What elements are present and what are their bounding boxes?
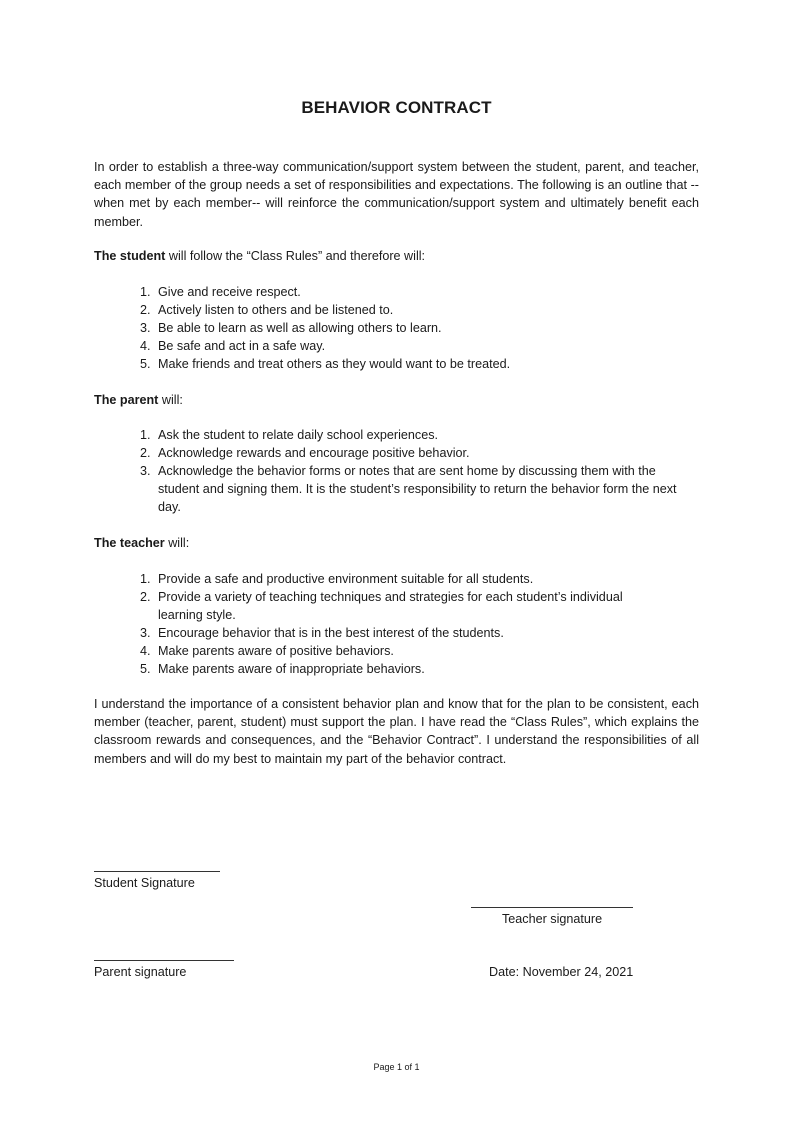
teacher-label-bold: The teacher bbox=[94, 536, 165, 550]
parent-label-bold: The parent bbox=[94, 393, 159, 407]
teacher-section-heading bbox=[94, 534, 189, 552]
list-item: 4. Be safe and act in a safe way. bbox=[140, 339, 326, 353]
list-item: 3. Be able to learn as well as allowing others to learn. bbox=[140, 321, 442, 335]
list-item: 5. Make parents aware of inappropriate behaviors. bbox=[140, 662, 425, 676]
list-item: 2. Provide a variety of teaching techniques and strategies for each student’s individual learning style. bbox=[140, 590, 623, 622]
parent-signature-label: Parent signature bbox=[94, 965, 187, 979]
list-item: 5. Make friends and treat others as they would want to be treated. bbox=[140, 357, 511, 371]
student-list bbox=[140, 283, 710, 373]
student-signature-line[interactable] bbox=[94, 871, 220, 872]
parent-list bbox=[140, 426, 700, 516]
student-label-bold: The student bbox=[94, 249, 166, 263]
list-item: 4. Make parents aware of positive behaviors. bbox=[140, 644, 394, 658]
parent-signature-line[interactable] bbox=[94, 960, 234, 961]
list-item: 1. Provide a safe and productive environment suitable for all students. bbox=[140, 572, 534, 586]
teacher-label-rest: will: bbox=[164, 536, 190, 550]
intro-paragraph: In order to establish a three-way communication/support system between the student, parent, and teacher, each member of the group needs a set of responsibilities and expectations. The following is an outline that --when met by each member-- will reinforce the communication/support system and ultimately benefit each member. bbox=[94, 160, 699, 229]
page-footer: Page 1 of 1 bbox=[373, 1062, 420, 1072]
student-label-rest: will follow the “Class Rules” and therefore will: bbox=[165, 249, 426, 263]
date-field: Date: November 24, 2021 bbox=[489, 965, 634, 979]
list-item: 1. Ask the student to relate daily school experiences. bbox=[140, 428, 439, 442]
parent-label-rest: will: bbox=[158, 393, 183, 407]
teacher-list bbox=[140, 570, 655, 678]
list-item: 2. Actively listen to others and be listened to. bbox=[140, 303, 394, 317]
student-section-heading bbox=[94, 247, 425, 265]
document-title: BEHAVIOR CONTRACT bbox=[301, 98, 492, 117]
parent-section-heading bbox=[94, 391, 183, 409]
closing-paragraph: I understand the importance of a consistent behavior plan and know that for the plan to be consistent, each member (teacher, parent, student) must support the plan. I have read the “Class Rules”, which explains the classroom rewards and consequences, and the “Behavior Contract”. I understand the responsibilities of all members and will do my best to maintain my part of the behavior contract. bbox=[94, 697, 699, 766]
list-item: 1. Give and receive respect. bbox=[140, 285, 301, 299]
teacher-signature-label: Teacher signature bbox=[502, 912, 603, 926]
list-item: 3. Encourage behavior that is in the best interest of the students. bbox=[140, 626, 504, 640]
teacher-signature-line[interactable] bbox=[471, 907, 633, 908]
list-item: 3. Acknowledge the behavior forms or notes that are sent home by discussing them with the student and signing them. It is the student’s responsibility to return the behavior form the next day. bbox=[140, 464, 677, 514]
student-signature-label: Student Signature bbox=[94, 876, 195, 890]
list-item: 2. Acknowledge rewards and encourage positive behavior. bbox=[140, 446, 470, 460]
